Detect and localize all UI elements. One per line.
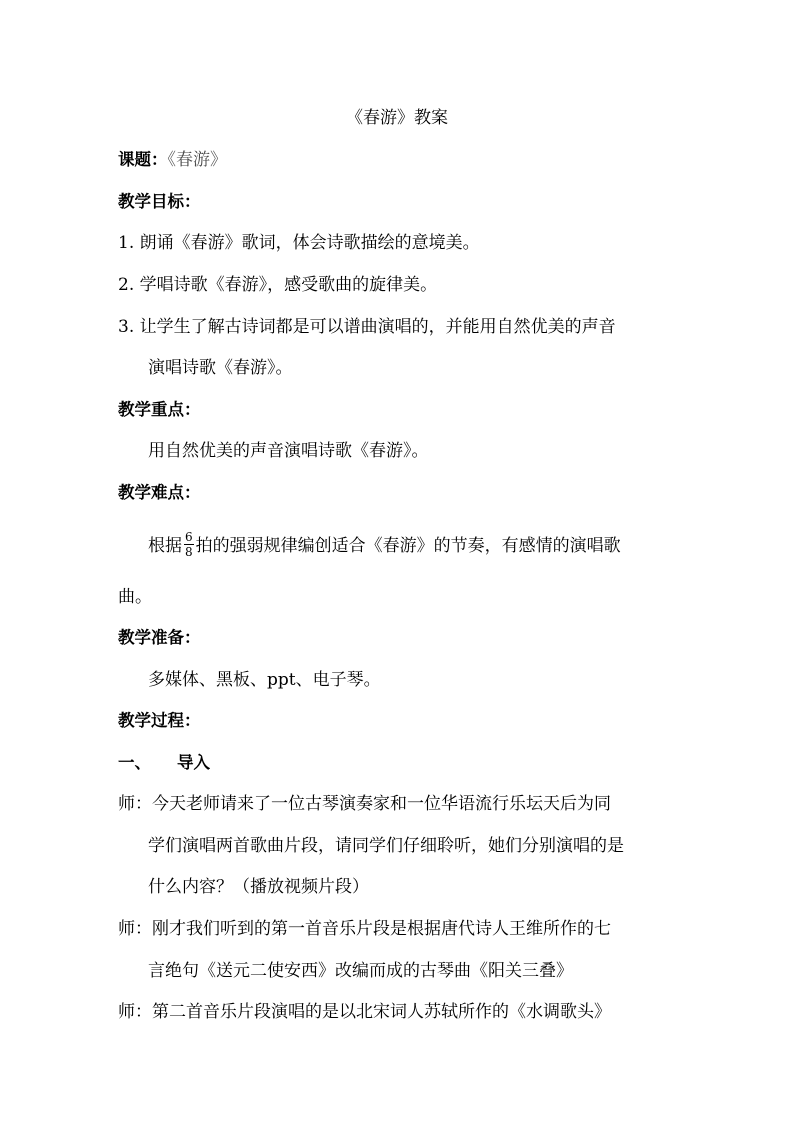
document-title: 《春游》教案 bbox=[346, 108, 448, 128]
objective-number: 1. bbox=[118, 233, 135, 253]
time-signature-fraction bbox=[184, 531, 194, 558]
difficulties-text bbox=[148, 530, 621, 560]
difficulties-text-before: 根据 bbox=[148, 536, 182, 556]
preparation-heading: 教学准备： bbox=[118, 628, 201, 647]
difficulties-continuation: 曲。 bbox=[118, 587, 152, 607]
key-points-text: 用自然优美的声音演唱诗歌《春游》。 bbox=[148, 441, 429, 461]
objective-item-3 bbox=[118, 317, 616, 337]
subject-value: 《春游》 bbox=[167, 150, 227, 170]
paragraph-1-line-1: 师：今天老师请来了一位古琴演奏家和一位华语流行乐坛天后为同 bbox=[118, 794, 611, 814]
process-section-1 bbox=[118, 753, 210, 773]
objective-text: 学唱诗歌《春游》，感受歌曲的旋律美。 bbox=[139, 275, 438, 295]
process-heading: 教学过程： bbox=[118, 711, 201, 730]
key-points-heading: 教学重点： bbox=[118, 400, 201, 419]
objective-text: 让学生了解古诗词都是可以谱曲演唱的，并能用自然优美的声音 bbox=[139, 317, 616, 337]
objective-text: 朗诵《春游》歌词，体会诗歌描绘的意境美。 bbox=[139, 233, 480, 253]
objective-item-2 bbox=[118, 275, 437, 295]
objectives-heading: 教学目标： bbox=[118, 192, 201, 211]
objective-item-3-continuation: 演唱诗歌《春游》。 bbox=[148, 358, 293, 378]
section-title: 导入 bbox=[177, 753, 210, 772]
objective-number: 2. bbox=[118, 275, 135, 295]
paragraph-1-line-3: 什么内容？（播放视频片段） bbox=[148, 877, 369, 897]
subject-line bbox=[118, 150, 227, 170]
section-number: 一、 bbox=[118, 753, 151, 772]
paragraph-1-line-2: 学们演唱两首歌曲片段，请同学们仔细聆听，她们分别演唱的是 bbox=[148, 836, 624, 856]
paragraph-2-line-2: 言绝句《送元二使安西》改编而成的古琴曲《阳关三叠》 bbox=[148, 961, 573, 981]
fraction-numerator: 6 bbox=[185, 530, 193, 544]
subject-label: 课题： bbox=[118, 150, 168, 169]
paragraph-3-line-1: 师：第二首音乐片段演唱的是以北宋词人苏轼所作的《水调歌头》 bbox=[118, 1002, 611, 1022]
preparation-text: 多媒体、黑板、ppt、电子琴。 bbox=[148, 670, 381, 690]
paragraph-2-line-1: 师：刚才我们听到的第一首音乐片段是根据唐代诗人王维所作的七 bbox=[118, 919, 611, 939]
difficulties-heading: 教学难点： bbox=[118, 483, 201, 502]
difficulties-text-after: 拍的强弱规律编创适合《春游》的节奏，有感情的演唱歌 bbox=[195, 536, 621, 556]
fraction-denominator: 8 bbox=[185, 545, 193, 559]
objective-number: 3. bbox=[118, 317, 135, 337]
objective-item-1 bbox=[118, 233, 480, 253]
